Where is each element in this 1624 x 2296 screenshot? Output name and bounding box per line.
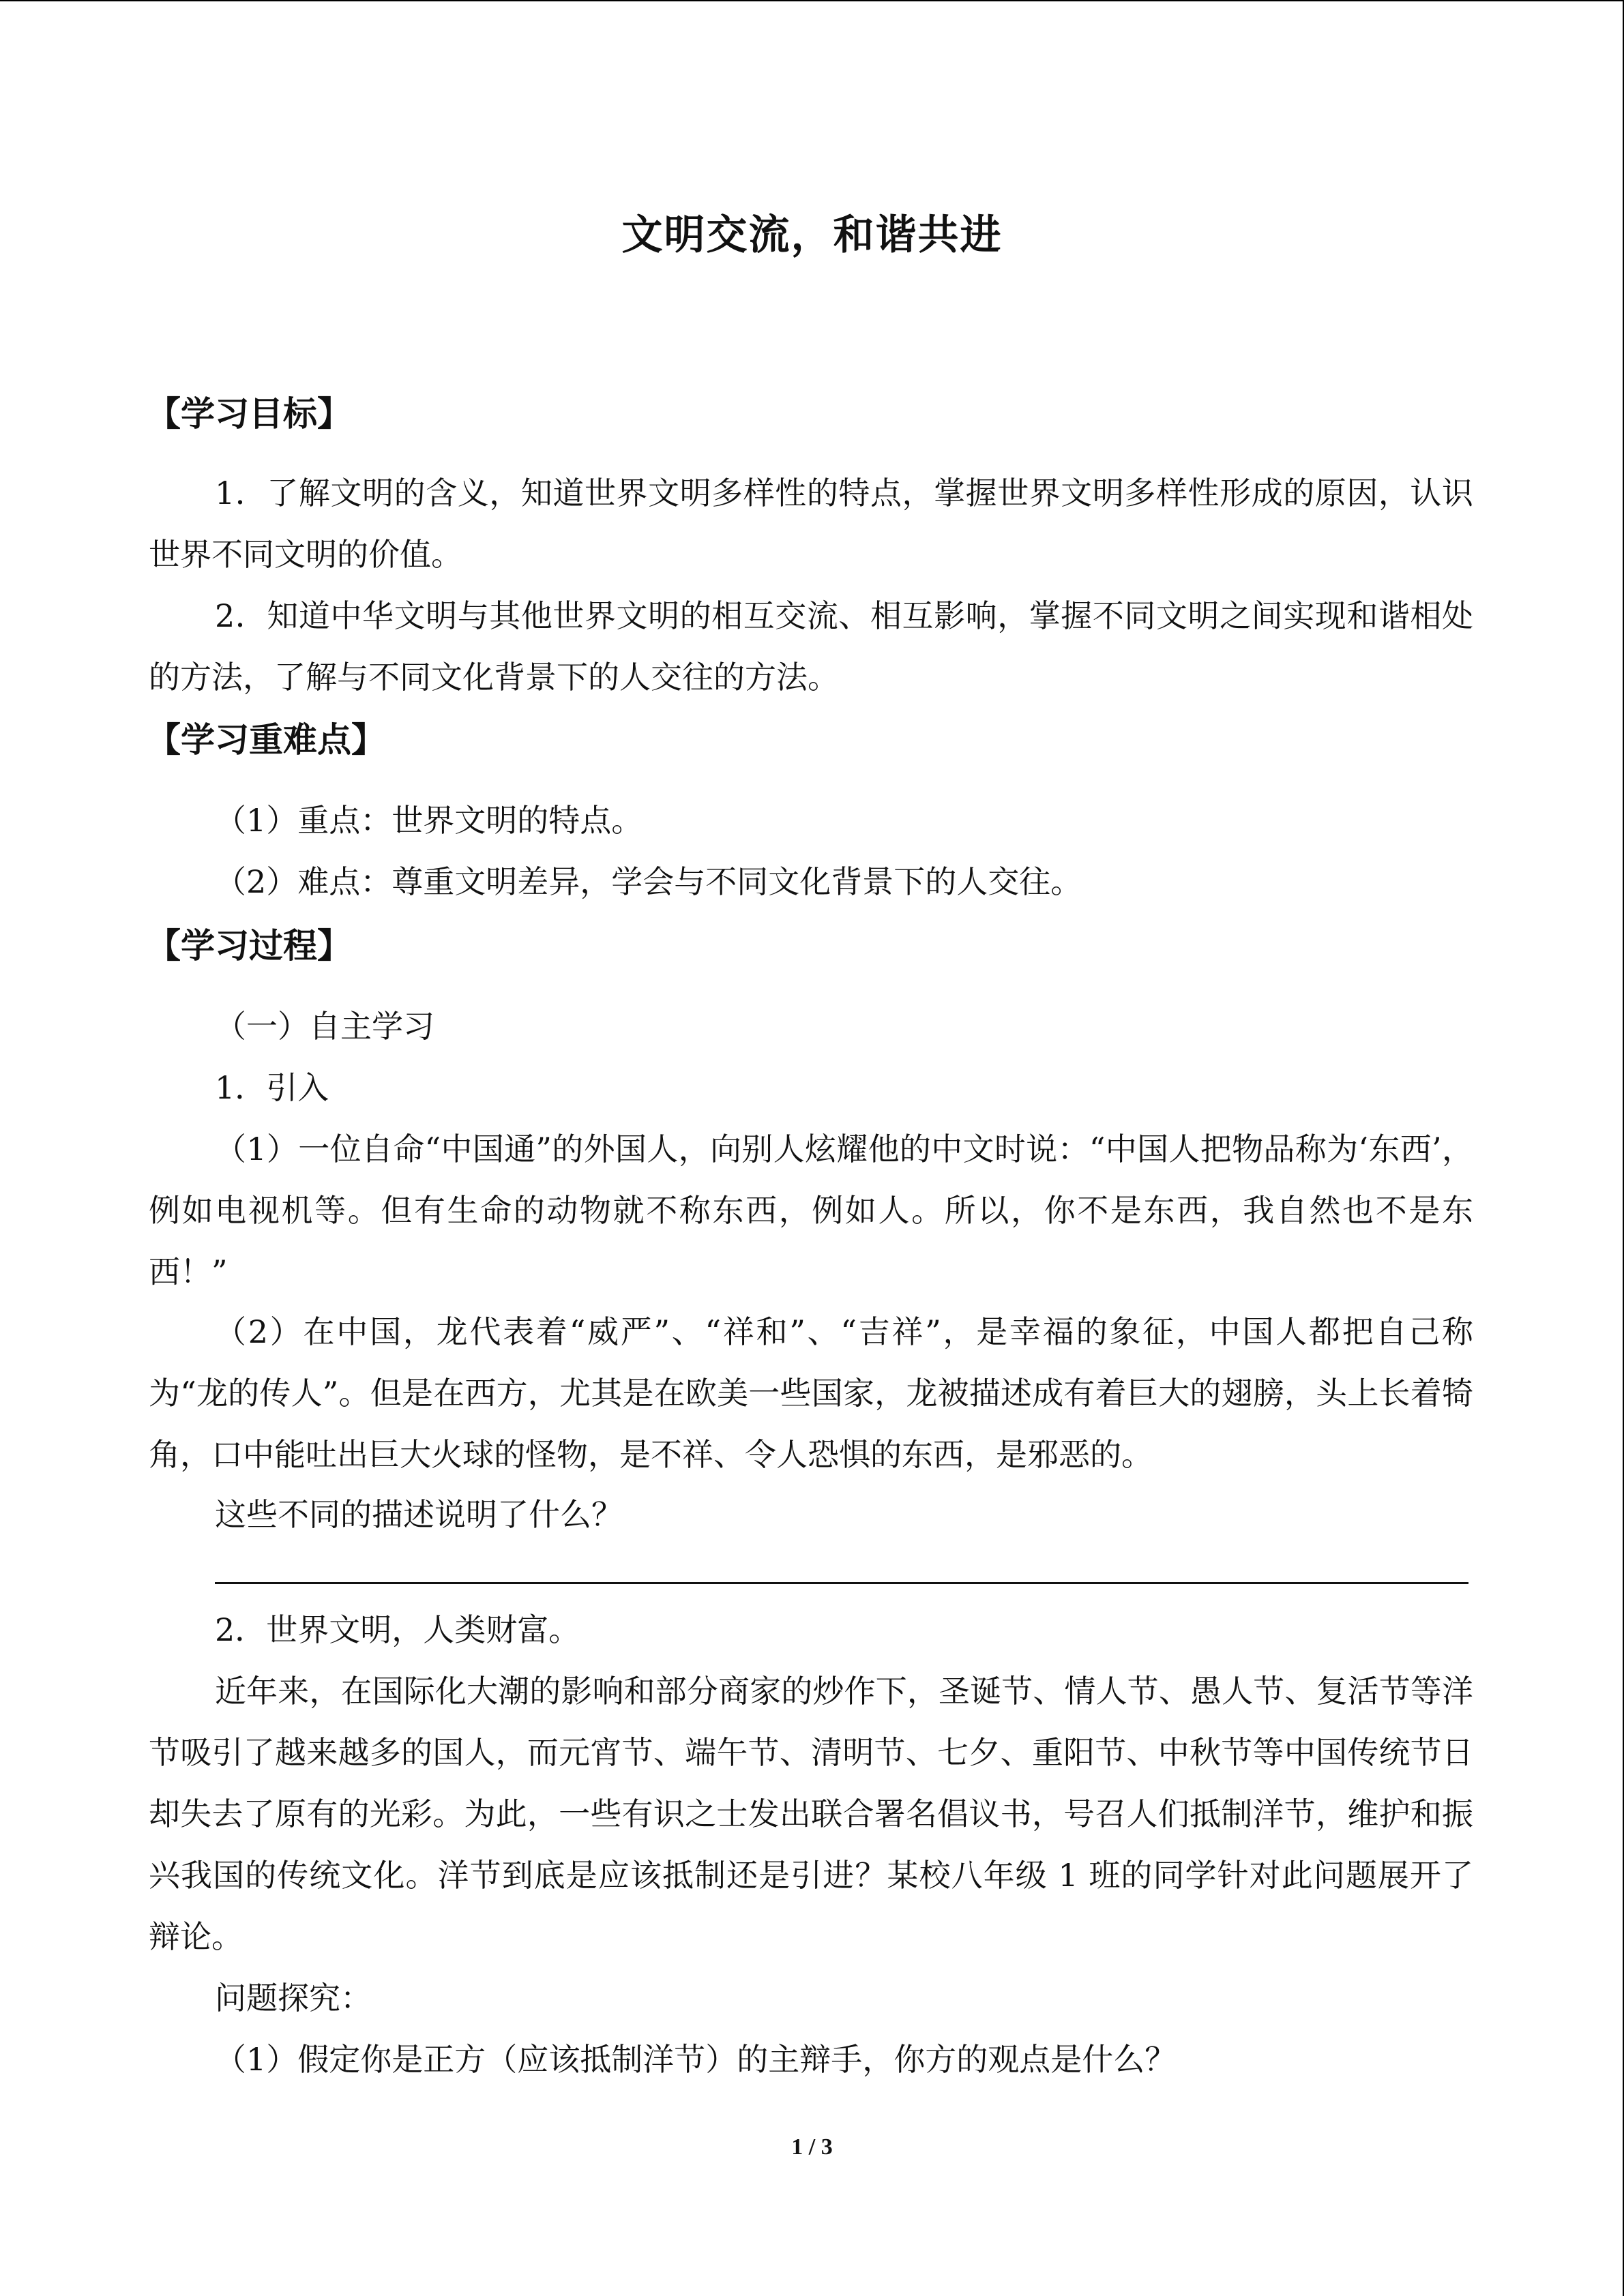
inquiry-question-one: （1）假定你是正方（应该抵制洋节）的主辩手，你方的观点是什么？ [215, 2041, 1177, 2078]
key-point-item-2: （2）难点：尊重文明差异，学会与不同文化背景下的人交往。 [215, 863, 1082, 900]
page-number: 1 / 3 [791, 2134, 833, 2160]
case-one-paragraph: （1）一位自命“中国通”的外国人，向别人炫耀他的中文时说：“中国人把物品称为‘东西’，例如电视机等。但有生命的动物就不称东西，例如人。所以，你不是东西，我自然也不是东西！” [149, 1131, 1473, 1290]
part-one-label: （一）自主学习 [215, 1008, 434, 1045]
step-one-label: 1．引入 [215, 1069, 329, 1106]
heading-objectives: 【学习目标】 [147, 394, 351, 434]
question-one: 这些不同的描述说明了什么？ [215, 1496, 623, 1533]
step-two-label: 2．世界文明，人类财富。 [215, 1611, 580, 1648]
festival-passage: 近年来，在国际化大潮的影响和部分商家的炒作下，圣诞节、情人节、愚人节、复活节等洋节吸引了越来越多的国人，而元宵节、端午节、清明节、七夕、重阳节、中秋节等中国传统节日却失去了原有的光彩。为此，一些有识之士发出联合署名倡议书，号召人们抵制洋节，维护和振兴我国的传统文化。洋节到底是应该抵制还是引进？某校八年级 1 班的同学针对此问题展开了辩论。 [149, 1673, 1473, 1955]
heading-key-points: 【学习重难点】 [147, 720, 385, 760]
key-point-item-1: （1）重点：世界文明的特点。 [215, 802, 643, 839]
answer-line[interactable] [215, 1582, 1468, 1584]
document-title: 文明交流，和谐共进 [621, 211, 1003, 259]
inquiry-label: 问题探究： [215, 1980, 372, 2016]
objective-item-1: 1．了解文明的含义，知道世界文明多样性的特点，掌握世界文明多样性形成的原因，认识世界不同文明的价值。 [149, 475, 1473, 573]
objective-item-2: 2．知道中华文明与其他世界文明的相互交流、相互影响，掌握不同文明之间实现和谐相处的方法，了解与不同文化背景下的人交往的方法。 [149, 597, 1473, 696]
case-two-paragraph: （2）在中国，龙代表着“威严”、“祥和”、“吉祥”，是幸福的象征，中国人都把自己称为“龙的传人”。但是在西方，尤其是在欧美一些国家，龙被描述成有着巨大的翅膀，头上长着犄角，口中能吐出巨大火球的怪物，是不祥、令人恐惧的东西，是邪恶的。 [149, 1313, 1473, 1473]
heading-process: 【学习过程】 [147, 926, 351, 966]
